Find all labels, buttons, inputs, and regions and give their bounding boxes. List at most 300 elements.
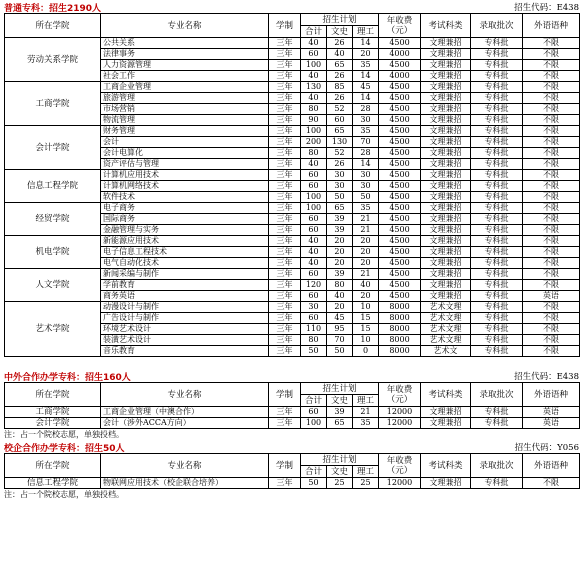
header-total: 合计 xyxy=(301,395,327,407)
arts-cell: 30 xyxy=(327,170,353,181)
major-cell: 装潢艺术设计 xyxy=(101,335,269,346)
lang-cell: 不限 xyxy=(523,280,580,291)
sci-cell: 45 xyxy=(353,82,379,93)
batch-cell: 专科批 xyxy=(471,346,523,357)
subject-cell: 文理兼招 xyxy=(421,148,471,159)
total-cell: 110 xyxy=(301,324,327,335)
duration-cell: 三年 xyxy=(269,214,301,225)
duration-cell: 三年 xyxy=(269,269,301,280)
lang-cell: 不限 xyxy=(523,60,580,71)
section3-code: 招生代码：Y056 xyxy=(514,443,579,453)
duration-cell: 三年 xyxy=(269,225,301,236)
total-cell: 80 xyxy=(301,148,327,159)
arts-cell: 20 xyxy=(327,247,353,258)
arts-cell: 20 xyxy=(327,258,353,269)
duration-cell: 三年 xyxy=(269,170,301,181)
total-cell: 100 xyxy=(301,60,327,71)
total-cell: 60 xyxy=(301,170,327,181)
fee-cell: 8000 xyxy=(379,302,421,313)
arts-cell: 85 xyxy=(327,82,353,93)
section1-header xyxy=(0,0,583,13)
fee-cell: 4500 xyxy=(379,225,421,236)
duration-cell: 三年 xyxy=(269,159,301,170)
major-cell: 广告设计与制作 xyxy=(101,313,269,324)
batch-cell: 专科批 xyxy=(471,71,523,82)
arts-cell: 65 xyxy=(327,203,353,214)
batch-cell: 专科批 xyxy=(471,148,523,159)
lang-cell: 不限 xyxy=(523,258,580,269)
major-cell: 物联网应用技术（校企联合培养） xyxy=(101,478,269,489)
sci-cell: 21 xyxy=(353,225,379,236)
fee-cell: 4500 xyxy=(379,115,421,126)
total-cell: 50 xyxy=(301,346,327,357)
subject-cell: 文理兼招 xyxy=(421,137,471,148)
subject-cell: 文理兼招 xyxy=(421,159,471,170)
fee-cell: 8000 xyxy=(379,313,421,324)
sci-cell: 0 xyxy=(353,346,379,357)
major-cell: 电子商务 xyxy=(101,203,269,214)
total-cell: 60 xyxy=(301,49,327,60)
table-row xyxy=(5,478,580,489)
college-cell: 信息工程学院 xyxy=(5,478,101,489)
duration-cell: 三年 xyxy=(269,258,301,269)
header-fee xyxy=(379,454,421,478)
fee-cell: 4500 xyxy=(379,93,421,104)
subject-cell: 文理兼招 xyxy=(421,60,471,71)
total-cell: 50 xyxy=(301,478,327,489)
duration-cell: 三年 xyxy=(269,236,301,247)
header-college: 所在学院 xyxy=(5,454,101,478)
college-cell: 工商学院 xyxy=(5,82,101,126)
sci-cell: 28 xyxy=(353,104,379,115)
sci-cell: 35 xyxy=(353,126,379,137)
lang-cell: 不限 xyxy=(523,49,580,60)
arts-cell: 39 xyxy=(327,214,353,225)
duration-cell: 三年 xyxy=(269,93,301,104)
college-cell: 工商学院 xyxy=(5,407,101,418)
duration-cell: 三年 xyxy=(269,104,301,115)
major-cell: 财务管理 xyxy=(101,126,269,137)
header-duration: 学制 xyxy=(269,454,301,478)
lang-cell: 不限 xyxy=(523,225,580,236)
lang-cell: 不限 xyxy=(523,203,580,214)
batch-cell: 专科批 xyxy=(471,269,523,280)
section3-header xyxy=(0,440,583,453)
lang-cell: 不限 xyxy=(523,82,580,93)
subject-cell: 艺术文 xyxy=(421,346,471,357)
batch-cell: 专科批 xyxy=(471,313,523,324)
lang-cell: 英语 xyxy=(523,418,580,429)
subject-cell: 文理兼招 xyxy=(421,407,471,418)
batch-cell: 专科批 xyxy=(471,104,523,115)
batch-cell: 专科批 xyxy=(471,258,523,269)
arts-cell: 20 xyxy=(327,236,353,247)
total-cell: 60 xyxy=(301,214,327,225)
total-cell: 60 xyxy=(301,313,327,324)
batch-cell: 专科批 xyxy=(471,181,523,192)
batch-cell: 专科批 xyxy=(471,192,523,203)
sci-cell: 25 xyxy=(353,478,379,489)
major-cell: 学前教育 xyxy=(101,280,269,291)
batch-cell: 专科批 xyxy=(471,236,523,247)
sci-cell: 21 xyxy=(353,407,379,418)
subject-cell: 文理兼招 xyxy=(421,126,471,137)
arts-cell: 65 xyxy=(327,126,353,137)
header-total: 合计 xyxy=(301,26,327,38)
major-cell: 商务英语 xyxy=(101,291,269,302)
duration-cell: 三年 xyxy=(269,346,301,357)
duration-cell: 三年 xyxy=(269,82,301,93)
arts-cell: 50 xyxy=(327,192,353,203)
header-fee-top: 年收费 xyxy=(386,384,413,395)
subject-cell: 文理兼招 xyxy=(421,236,471,247)
subject-cell: 文理兼招 xyxy=(421,214,471,225)
arts-cell: 60 xyxy=(327,115,353,126)
major-cell: 社会工作 xyxy=(101,71,269,82)
table-row xyxy=(5,302,580,313)
header-plan: 招生计划 xyxy=(301,454,379,466)
total-cell: 100 xyxy=(301,192,327,203)
lang-cell: 不限 xyxy=(523,170,580,181)
header-arts: 文史 xyxy=(327,466,353,478)
batch-cell: 专科批 xyxy=(471,225,523,236)
total-cell: 100 xyxy=(301,418,327,429)
sci-cell: 50 xyxy=(353,192,379,203)
subject-cell: 文理兼招 xyxy=(421,225,471,236)
arts-cell: 39 xyxy=(327,407,353,418)
table-row xyxy=(5,236,580,247)
total-cell: 40 xyxy=(301,71,327,82)
duration-cell: 三年 xyxy=(269,324,301,335)
header-fee xyxy=(379,14,421,38)
lang-cell: 英语 xyxy=(523,407,580,418)
total-cell: 90 xyxy=(301,115,327,126)
header-batch: 录取批次 xyxy=(471,14,523,38)
header-lang: 外语语种 xyxy=(523,14,580,38)
subject-cell: 文理兼招 xyxy=(421,49,471,60)
fee-cell: 4500 xyxy=(379,181,421,192)
subject-cell: 文理兼招 xyxy=(421,269,471,280)
duration-cell: 三年 xyxy=(269,181,301,192)
header-fee xyxy=(379,383,421,407)
sci-cell: 40 xyxy=(353,280,379,291)
header-plan: 招生计划 xyxy=(301,383,379,395)
header-fee-bottom: （元） xyxy=(386,25,413,36)
total-cell: 40 xyxy=(301,247,327,258)
major-cell: 软件技术 xyxy=(101,192,269,203)
header-batch: 录取批次 xyxy=(471,383,523,407)
lang-cell: 不限 xyxy=(523,126,580,137)
sci-cell: 21 xyxy=(353,214,379,225)
table-row xyxy=(5,126,580,137)
sci-cell: 30 xyxy=(353,170,379,181)
subject-cell: 文理兼招 xyxy=(421,93,471,104)
arts-cell: 50 xyxy=(327,346,353,357)
duration-cell: 三年 xyxy=(269,313,301,324)
header-college: 所在学院 xyxy=(5,14,101,38)
header-lang: 外语语种 xyxy=(523,383,580,407)
fee-cell: 8000 xyxy=(379,324,421,335)
batch-cell: 专科批 xyxy=(471,115,523,126)
fee-cell: 12000 xyxy=(379,407,421,418)
major-cell: 人力资源管理 xyxy=(101,60,269,71)
subject-cell: 文理兼招 xyxy=(421,291,471,302)
major-cell: 环境艺术设计 xyxy=(101,324,269,335)
fee-cell: 4000 xyxy=(379,71,421,82)
lang-cell: 不限 xyxy=(523,104,580,115)
sci-cell: 10 xyxy=(353,335,379,346)
batch-cell: 专科批 xyxy=(471,159,523,170)
header-plan: 招生计划 xyxy=(301,14,379,26)
header-total: 合计 xyxy=(301,466,327,478)
header-fee-top: 年收费 xyxy=(386,455,413,466)
lang-cell: 不限 xyxy=(523,313,580,324)
duration-cell: 三年 xyxy=(269,115,301,126)
sci-cell: 30 xyxy=(353,181,379,192)
fee-cell: 4500 xyxy=(379,247,421,258)
total-cell: 100 xyxy=(301,126,327,137)
fee-cell: 4500 xyxy=(379,82,421,93)
major-cell: 计算机应用技术 xyxy=(101,170,269,181)
major-cell: 新能源应用技术 xyxy=(101,236,269,247)
section1-table xyxy=(4,13,580,357)
sci-cell: 14 xyxy=(353,71,379,82)
fee-cell: 4500 xyxy=(379,104,421,115)
total-cell: 80 xyxy=(301,104,327,115)
sci-cell: 28 xyxy=(353,148,379,159)
college-cell: 机电学院 xyxy=(5,236,101,269)
major-cell: 会计电算化 xyxy=(101,148,269,159)
lang-cell: 不限 xyxy=(523,324,580,335)
duration-cell: 三年 xyxy=(269,49,301,60)
sci-cell: 14 xyxy=(353,93,379,104)
section2-code: 招生代码：E438 xyxy=(514,372,579,382)
batch-cell: 专科批 xyxy=(471,49,523,60)
fee-cell: 8000 xyxy=(379,346,421,357)
subject-cell: 艺术文理 xyxy=(421,324,471,335)
header-subject: 考试科类 xyxy=(421,14,471,38)
table-row xyxy=(5,38,580,49)
major-cell: 电气自动化技术 xyxy=(101,258,269,269)
sci-cell: 35 xyxy=(353,203,379,214)
duration-cell: 三年 xyxy=(269,137,301,148)
batch-cell: 专科批 xyxy=(471,82,523,93)
duration-cell: 三年 xyxy=(269,38,301,49)
duration-cell: 三年 xyxy=(269,148,301,159)
total-cell: 60 xyxy=(301,291,327,302)
major-cell: 工商企业管理 xyxy=(101,82,269,93)
arts-cell: 45 xyxy=(327,313,353,324)
major-cell: 旅游管理 xyxy=(101,93,269,104)
header-fee-bottom: （元） xyxy=(386,394,413,405)
arts-cell: 130 xyxy=(327,137,353,148)
section2-title: 中外合作办学专科：招生160人 xyxy=(4,373,131,383)
sci-cell: 14 xyxy=(353,38,379,49)
lang-cell: 不限 xyxy=(523,71,580,82)
arts-cell: 52 xyxy=(327,104,353,115)
header-sci: 理工 xyxy=(353,26,379,38)
subject-cell: 文理兼招 xyxy=(421,82,471,93)
arts-cell: 26 xyxy=(327,71,353,82)
lang-cell: 不限 xyxy=(523,93,580,104)
arts-cell: 95 xyxy=(327,324,353,335)
header-duration: 学制 xyxy=(269,14,301,38)
batch-cell: 专科批 xyxy=(471,335,523,346)
duration-cell: 三年 xyxy=(269,247,301,258)
batch-cell: 专科批 xyxy=(471,170,523,181)
sci-cell: 15 xyxy=(353,324,379,335)
major-cell: 音乐教育 xyxy=(101,346,269,357)
section1-code: 招生代码：E438 xyxy=(514,3,579,13)
sci-cell: 20 xyxy=(353,236,379,247)
major-cell: 国际商务 xyxy=(101,214,269,225)
header-major: 专业名称 xyxy=(101,383,269,407)
sci-cell: 35 xyxy=(353,418,379,429)
fee-cell: 4500 xyxy=(379,258,421,269)
header-major: 专业名称 xyxy=(101,454,269,478)
fee-cell: 4500 xyxy=(379,214,421,225)
batch-cell: 专科批 xyxy=(471,418,523,429)
lang-cell: 不限 xyxy=(523,148,580,159)
arts-cell: 40 xyxy=(327,49,353,60)
section1-title: 普通专科：招生2190人 xyxy=(4,4,102,14)
table-row xyxy=(5,418,580,429)
sci-cell: 21 xyxy=(353,269,379,280)
header-duration: 学制 xyxy=(269,383,301,407)
duration-cell: 三年 xyxy=(269,203,301,214)
college-cell: 经贸学院 xyxy=(5,203,101,236)
arts-cell: 80 xyxy=(327,280,353,291)
arts-cell: 39 xyxy=(327,269,353,280)
college-cell: 艺术学院 xyxy=(5,302,101,357)
major-cell: 资产评估与管理 xyxy=(101,159,269,170)
section3-note: 注：占一个院校志愿，单独投档。 xyxy=(4,490,124,499)
major-cell: 电子信息工程技术 xyxy=(101,247,269,258)
duration-cell: 三年 xyxy=(269,60,301,71)
total-cell: 40 xyxy=(301,38,327,49)
arts-cell: 65 xyxy=(327,418,353,429)
header-batch: 录取批次 xyxy=(471,454,523,478)
batch-cell: 专科批 xyxy=(471,291,523,302)
total-cell: 40 xyxy=(301,258,327,269)
header-subject: 考试科类 xyxy=(421,383,471,407)
total-cell: 40 xyxy=(301,159,327,170)
total-cell: 30 xyxy=(301,302,327,313)
section3-title: 校企合作办学专科：招生50人 xyxy=(4,444,125,454)
batch-cell: 专科批 xyxy=(471,478,523,489)
lang-cell: 英语 xyxy=(523,291,580,302)
major-cell: 新闻采编与制作 xyxy=(101,269,269,280)
fee-cell: 12000 xyxy=(379,418,421,429)
arts-cell: 26 xyxy=(327,159,353,170)
arts-cell: 65 xyxy=(327,60,353,71)
lang-cell: 不限 xyxy=(523,335,580,346)
lang-cell: 不限 xyxy=(523,302,580,313)
section2-note: 注：占一个院校志愿，单独投档。 xyxy=(4,430,124,439)
lang-cell: 不限 xyxy=(523,236,580,247)
college-cell: 劳动关系学院 xyxy=(5,38,101,82)
batch-cell: 专科批 xyxy=(471,126,523,137)
batch-cell: 专科批 xyxy=(471,324,523,335)
total-cell: 100 xyxy=(301,203,327,214)
fee-cell: 4500 xyxy=(379,126,421,137)
total-cell: 120 xyxy=(301,280,327,291)
lang-cell: 不限 xyxy=(523,346,580,357)
sci-cell: 14 xyxy=(353,159,379,170)
college-cell: 会计学院 xyxy=(5,418,101,429)
duration-cell: 三年 xyxy=(269,291,301,302)
fee-cell: 4500 xyxy=(379,192,421,203)
table-row xyxy=(5,170,580,181)
sci-cell: 70 xyxy=(353,137,379,148)
duration-cell: 三年 xyxy=(269,302,301,313)
lang-cell: 不限 xyxy=(523,214,580,225)
section2-table xyxy=(4,382,580,429)
lang-cell: 不限 xyxy=(523,269,580,280)
header-fee-bottom: （元） xyxy=(386,465,413,476)
sci-cell: 20 xyxy=(353,291,379,302)
subject-cell: 文理兼招 xyxy=(421,71,471,82)
lang-cell: 不限 xyxy=(523,478,580,489)
subject-cell: 文理兼招 xyxy=(421,203,471,214)
lang-cell: 不限 xyxy=(523,115,580,126)
batch-cell: 专科批 xyxy=(471,280,523,291)
batch-cell: 专科批 xyxy=(471,60,523,71)
total-cell: 40 xyxy=(301,236,327,247)
sci-cell: 15 xyxy=(353,313,379,324)
subject-cell: 文理兼招 xyxy=(421,38,471,49)
table-row xyxy=(5,269,580,280)
total-cell: 200 xyxy=(301,137,327,148)
subject-cell: 文理兼招 xyxy=(421,104,471,115)
major-cell: 会计（涉外ACCA方向） xyxy=(101,418,269,429)
header-sci: 理工 xyxy=(353,395,379,407)
subject-cell: 文理兼招 xyxy=(421,115,471,126)
arts-cell: 52 xyxy=(327,148,353,159)
sci-cell: 20 xyxy=(353,49,379,60)
arts-cell: 39 xyxy=(327,225,353,236)
table-row xyxy=(5,407,580,418)
subject-cell: 艺术文理 xyxy=(421,335,471,346)
total-cell: 60 xyxy=(301,225,327,236)
subject-cell: 文理兼招 xyxy=(421,418,471,429)
duration-cell: 三年 xyxy=(269,280,301,291)
major-cell: 物流管理 xyxy=(101,115,269,126)
batch-cell: 专科批 xyxy=(471,302,523,313)
header-subject: 考试科类 xyxy=(421,454,471,478)
fee-cell: 8000 xyxy=(379,335,421,346)
sci-cell: 35 xyxy=(353,60,379,71)
arts-cell: 40 xyxy=(327,291,353,302)
header-college: 所在学院 xyxy=(5,383,101,407)
table-row xyxy=(5,203,580,214)
fee-cell: 4500 xyxy=(379,236,421,247)
fee-cell: 4500 xyxy=(379,291,421,302)
fee-cell: 4000 xyxy=(379,49,421,60)
subject-cell: 文理兼招 xyxy=(421,280,471,291)
subject-cell: 文理兼招 xyxy=(421,478,471,489)
batch-cell: 专科批 xyxy=(471,38,523,49)
duration-cell: 三年 xyxy=(269,418,301,429)
sci-cell: 20 xyxy=(353,247,379,258)
duration-cell: 三年 xyxy=(269,126,301,137)
fee-cell: 4500 xyxy=(379,269,421,280)
lang-cell: 不限 xyxy=(523,181,580,192)
header-fee-top: 年收费 xyxy=(386,15,413,26)
sci-cell: 20 xyxy=(353,258,379,269)
subject-cell: 艺术文理 xyxy=(421,302,471,313)
total-cell: 60 xyxy=(301,181,327,192)
